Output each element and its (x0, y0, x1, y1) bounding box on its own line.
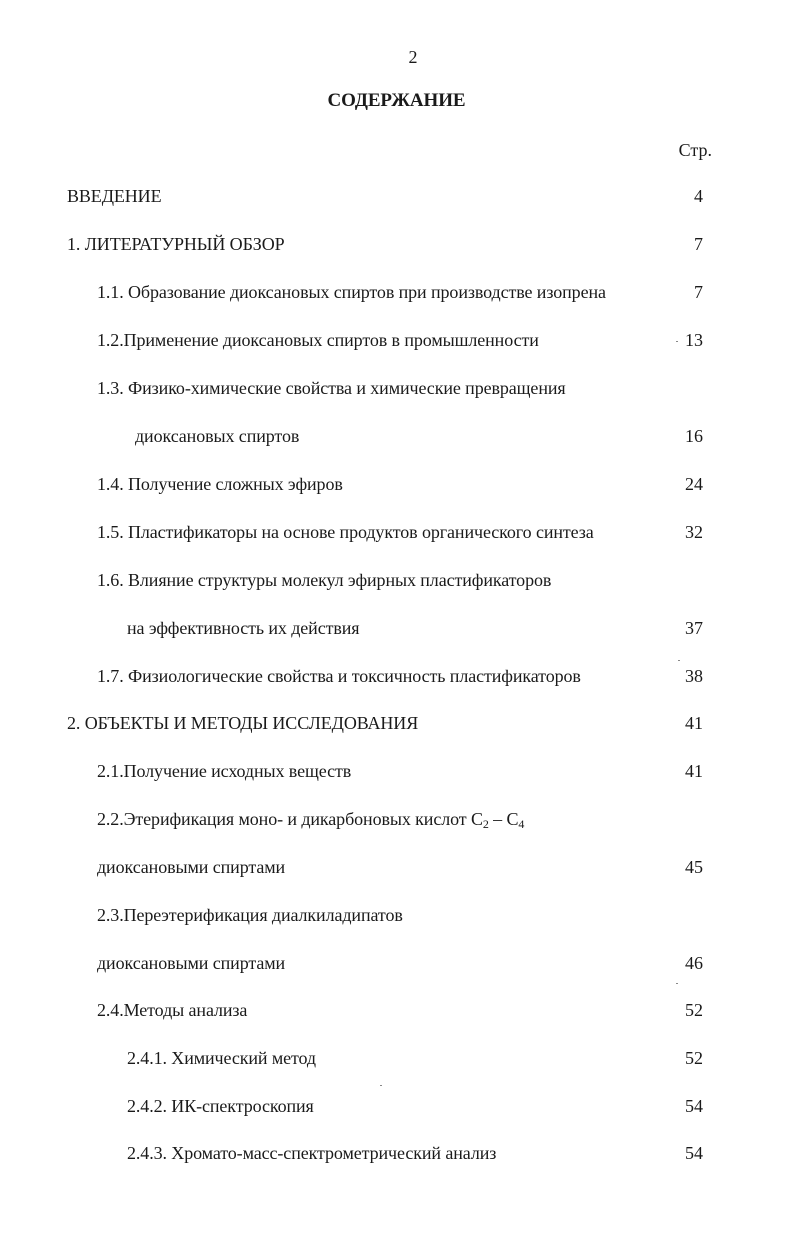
toc-entry-1-3: 1.3. Физико-химические свойства и химические превращения (97, 378, 566, 398)
toc-entry-2-4-1: 2.4.1. Химический метод (127, 1048, 316, 1068)
toc-page-2-4-3: 54 (685, 1143, 703, 1163)
toc-entry-2-2: 2.2.Этерификация моно- и дикарбоновых кислот $С_2 - С_4$ (97, 809, 525, 831)
scan-speck (380, 1085, 382, 1086)
toc-entry-2-4-2: 2.4.2. ИК-спектроскопия (127, 1096, 314, 1116)
toc-page-2-4-1: 52 (685, 1048, 703, 1068)
scan-speck (678, 660, 680, 661)
toc-entry-ch2: 2. ОБЪЕКТЫ И МЕТОДЫ ИССЛЕДОВАНИЯ (67, 713, 419, 733)
toc-page-1-7: 38 (685, 666, 703, 686)
toc-entry-2-3: 2.3.Переэтерификация диалкиладипатов (97, 905, 403, 925)
toc-entry-ch1: 1. ЛИТЕРАТУРНЫЙ ОБЗОР (67, 234, 285, 254)
toc-page-ch2: 41 (685, 713, 703, 733)
toc-page-1-6: 37 (685, 618, 703, 638)
toc-entry-2-3-cont: диоксановыми спиртами (97, 953, 286, 973)
toc-entry-1-1: 1.1. Образование диоксановых спиртов при производстве изопрена (97, 282, 606, 302)
toc-page-1-3: 16 (685, 426, 703, 446)
toc-entry-1-6-cont: на эффективность их действия (127, 618, 360, 638)
toc-entry-1-3-cont: диоксановых спиртов (135, 426, 300, 446)
page-number: 2 (408, 47, 418, 67)
page-column-header: Стр. (678, 140, 712, 160)
toc-page-1-5: 32 (685, 522, 703, 542)
toc-page-2-4-2: 54 (685, 1096, 703, 1116)
toc-page-1-1: 7 (694, 282, 703, 302)
scan-speck (676, 341, 678, 342)
toc-page-2-4: 52 (685, 1000, 703, 1020)
toc-page-1-2: 13 (685, 330, 703, 350)
toc-entry-1-6: 1.6. Влияние структуры молекул эфирных пластификаторов (97, 570, 552, 590)
toc-entry-2-1: 2.1.Получение исходных веществ (97, 761, 352, 781)
toc-page-2-3: 46 (685, 953, 703, 973)
toc-page-2-1: 41 (685, 761, 703, 781)
toc-page-2-2: 45 (685, 857, 703, 877)
toc-entry-1-5: 1.5. Пластификаторы на основе продуктов органического синтеза (97, 522, 594, 542)
scan-speck (676, 983, 678, 984)
toc-entry-1-7: 1.7. Физиологические свойства и токсичность пластификаторов (97, 666, 581, 686)
toc-page-1-4: 24 (685, 474, 703, 494)
toc-entry-2-4-3: 2.4.3. Хромато-масс-спектрометрический анализ (127, 1143, 497, 1163)
toc-page-ch1: 7 (694, 234, 703, 254)
toc-entry-2-2-cont: диоксановыми спиртами (97, 857, 286, 877)
toc-page-intro: 4 (694, 186, 703, 206)
toc-entry-1-4: 1.4. Получение сложных эфиров (97, 474, 343, 494)
toc-entry-1-2: 1.2.Применение диоксановых спиртов в промышленности (97, 330, 539, 350)
toc-entry-intro: ВВЕДЕНИЕ (67, 186, 162, 206)
toc-entry-2-4: 2.4.Методы анализа (97, 1000, 248, 1020)
page-title: СОДЕРЖАНИЕ (327, 90, 466, 111)
